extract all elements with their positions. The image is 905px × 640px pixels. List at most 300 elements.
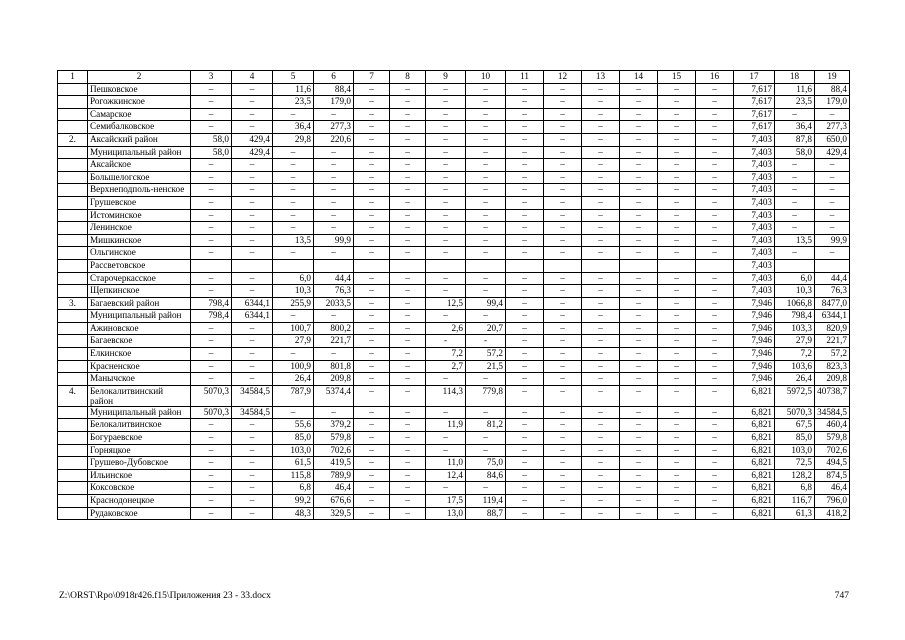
value-cell: 7,946	[734, 297, 775, 310]
value-cell: 46,4	[815, 482, 850, 495]
value-cell: 13,5	[775, 234, 815, 247]
row-number-cell	[58, 83, 88, 96]
row-number-cell	[58, 507, 88, 520]
table-row	[58, 196, 850, 209]
value-cell: –	[390, 234, 426, 247]
value-cell: –	[775, 159, 815, 172]
value-cell: 44,4	[815, 272, 850, 285]
value-cell: –	[354, 432, 390, 445]
value-cell: –	[466, 432, 506, 445]
value-cell: 99,2	[273, 495, 314, 508]
value-cell: –	[390, 297, 426, 310]
value-cell: –	[232, 272, 273, 285]
value-cell: 75,0	[466, 457, 506, 470]
row-number-cell	[58, 310, 88, 323]
value-cell: –	[582, 419, 620, 432]
value-cell: 11,6	[775, 83, 815, 96]
value-cell: –	[354, 469, 390, 482]
value-cell: –	[658, 469, 696, 482]
value-cell: –	[544, 373, 582, 386]
value-cell: –	[191, 83, 232, 96]
value-cell: 787,9	[273, 385, 314, 406]
value-cell: 58,0	[191, 146, 232, 159]
value-cell: –	[466, 121, 506, 134]
value-cell: –	[390, 457, 426, 470]
territory-name-cell: Коксовское	[88, 482, 191, 495]
header-cell: 2	[88, 71, 191, 84]
value-cell: –	[426, 406, 466, 419]
table-row	[58, 444, 850, 457]
row-number-cell	[58, 373, 88, 386]
value-cell: 7,403	[734, 285, 775, 298]
value-cell: 494,5	[815, 457, 850, 470]
value-cell: 820,9	[815, 322, 850, 335]
value-cell: –	[506, 146, 544, 159]
value-cell: –	[314, 310, 354, 323]
table-row	[58, 469, 850, 482]
row-number-cell	[58, 146, 88, 159]
value-cell: –	[620, 272, 658, 285]
value-cell: –	[390, 385, 426, 406]
value-cell: –	[354, 222, 390, 235]
value-cell: –	[232, 209, 273, 222]
table-row	[58, 121, 850, 134]
value-cell: –	[582, 322, 620, 335]
value-cell: –	[544, 457, 582, 470]
value-cell: –	[426, 96, 466, 109]
value-cell	[273, 259, 314, 272]
value-cell: –	[775, 209, 815, 222]
table-row	[58, 222, 850, 235]
value-cell: 67,5	[775, 419, 815, 432]
territory-name-cell: Белокалитвинское	[88, 419, 191, 432]
value-cell: –	[466, 222, 506, 235]
value-cell: –	[506, 335, 544, 348]
value-cell: –	[232, 121, 273, 134]
value-cell: –	[658, 360, 696, 373]
value-cell: 7,617	[734, 121, 775, 134]
value-cell: 7,946	[734, 310, 775, 323]
value-cell: 40738,7	[815, 385, 850, 406]
value-cell: –	[390, 482, 426, 495]
value-cell: –	[506, 348, 544, 361]
value-cell: 99,9	[314, 234, 354, 247]
value-cell: 7,403	[734, 196, 775, 209]
value-cell: –	[390, 209, 426, 222]
table-row	[58, 322, 850, 335]
value-cell: –	[426, 444, 466, 457]
value-cell: –	[696, 171, 734, 184]
value-cell: –	[232, 83, 273, 96]
value-cell: –	[314, 209, 354, 222]
value-cell: 800,2	[314, 322, 354, 335]
table-row	[58, 297, 850, 310]
value-cell: 579,8	[314, 432, 354, 445]
value-cell: –	[544, 322, 582, 335]
value-cell: –	[506, 419, 544, 432]
territory-name-cell: Рудаковское	[88, 507, 191, 520]
value-cell: –	[191, 196, 232, 209]
value-cell: –	[506, 234, 544, 247]
row-number-cell	[58, 121, 88, 134]
value-cell: 85,0	[775, 432, 815, 445]
row-number-cell	[58, 184, 88, 197]
value-cell: –	[582, 146, 620, 159]
value-cell: –	[582, 310, 620, 323]
value-cell: 27,9	[273, 335, 314, 348]
value-cell: –	[390, 373, 426, 386]
row-number-cell	[58, 495, 88, 508]
value-cell: 58,0	[775, 146, 815, 159]
row-number-cell	[58, 222, 88, 235]
value-cell	[582, 259, 620, 272]
value-cell: –	[815, 222, 850, 235]
value-cell: –	[582, 373, 620, 386]
value-cell: –	[354, 285, 390, 298]
value-cell: 100,7	[273, 322, 314, 335]
value-cell: –	[232, 108, 273, 121]
value-cell: –	[314, 184, 354, 197]
value-cell: –	[390, 360, 426, 373]
value-cell: –	[544, 348, 582, 361]
territory-name-cell: Багаевское	[88, 335, 191, 348]
value-cell: –	[466, 373, 506, 386]
value-cell: –	[191, 335, 232, 348]
value-cell: 11,0	[426, 457, 466, 470]
value-cell: –	[582, 507, 620, 520]
table-row	[58, 171, 850, 184]
header-cell: 17	[734, 71, 775, 84]
value-cell: 48,3	[273, 507, 314, 520]
value-cell: –	[544, 96, 582, 109]
value-cell: 114,3	[426, 385, 466, 406]
value-cell: –	[620, 83, 658, 96]
value-cell: –	[620, 482, 658, 495]
value-cell: 34584,5	[232, 406, 273, 419]
value-cell: –	[466, 272, 506, 285]
value-cell: –	[582, 444, 620, 457]
value-cell: –	[658, 310, 696, 323]
value-cell: 119,4	[466, 495, 506, 508]
value-cell: –	[390, 310, 426, 323]
territory-name-cell: Аксайский район	[88, 133, 191, 146]
territory-name-cell: Аксайское	[88, 159, 191, 172]
value-cell: –	[390, 247, 426, 260]
value-cell: 179,0	[815, 96, 850, 109]
value-cell: –	[815, 171, 850, 184]
value-cell: 57,2	[815, 348, 850, 361]
value-cell: –	[354, 133, 390, 146]
table-row	[58, 108, 850, 121]
value-cell: –	[426, 171, 466, 184]
value-cell: –	[426, 133, 466, 146]
value-cell: 7,946	[734, 348, 775, 361]
header-cell: 16	[696, 71, 734, 84]
value-cell: –	[354, 360, 390, 373]
value-cell	[314, 259, 354, 272]
value-cell: –	[620, 247, 658, 260]
value-cell: 13,5	[273, 234, 314, 247]
territory-name-cell: Семибалковское	[88, 121, 191, 134]
value-cell: –	[466, 146, 506, 159]
value-cell: 103,0	[273, 444, 314, 457]
value-cell: 5972,5	[775, 385, 815, 406]
value-cell: 6,821	[734, 469, 775, 482]
value-cell: –	[426, 196, 466, 209]
value-cell: –	[582, 159, 620, 172]
value-cell: –	[466, 184, 506, 197]
table-row	[58, 310, 850, 323]
value-cell: 6,821	[734, 406, 775, 419]
value-cell: –	[426, 432, 466, 445]
value-cell: –	[390, 121, 426, 134]
value-cell: 2033,5	[314, 297, 354, 310]
value-cell: –	[354, 121, 390, 134]
value-cell: –	[506, 247, 544, 260]
value-cell: –	[273, 247, 314, 260]
value-cell: –	[696, 495, 734, 508]
value-cell: –	[506, 322, 544, 335]
value-cell: –	[658, 209, 696, 222]
value-cell: –	[544, 184, 582, 197]
value-cell: –	[426, 310, 466, 323]
value-cell: –	[620, 469, 658, 482]
value-cell: –	[658, 108, 696, 121]
value-cell: –	[544, 108, 582, 121]
value-cell: –	[354, 507, 390, 520]
value-cell: –	[620, 133, 658, 146]
value-cell: 379,2	[314, 419, 354, 432]
value-cell: –	[696, 184, 734, 197]
territory-name-cell: Пешковское	[88, 83, 191, 96]
value-cell: 796,0	[815, 495, 850, 508]
value-cell: 6,821	[734, 495, 775, 508]
value-cell: 7,403	[734, 133, 775, 146]
value-cell: –	[506, 482, 544, 495]
value-cell: –	[466, 444, 506, 457]
value-cell: –	[620, 360, 658, 373]
value-cell: –	[466, 406, 506, 419]
value-cell: –	[191, 373, 232, 386]
value-cell: –	[696, 108, 734, 121]
value-cell: –	[582, 83, 620, 96]
header-cell: 19	[815, 71, 850, 84]
value-cell: –	[506, 196, 544, 209]
value-cell: –	[466, 247, 506, 260]
value-cell: 209,8	[815, 373, 850, 386]
territory-name-cell: Елкинское	[88, 348, 191, 361]
territory-name-cell: Грушево-Дубовское	[88, 457, 191, 470]
value-cell: 7,617	[734, 96, 775, 109]
value-cell: –	[815, 247, 850, 260]
value-cell: –	[582, 171, 620, 184]
row-number-cell	[58, 482, 88, 495]
value-cell: –	[232, 419, 273, 432]
value-cell: –	[658, 385, 696, 406]
value-cell: –	[314, 222, 354, 235]
value-cell: –	[314, 146, 354, 159]
value-cell: 460,4	[815, 419, 850, 432]
row-number-cell	[58, 272, 88, 285]
value-cell: –	[620, 171, 658, 184]
value-cell: –	[390, 83, 426, 96]
territory-name-cell: Горняцкое	[88, 444, 191, 457]
value-cell: –	[582, 385, 620, 406]
value-cell: –	[354, 457, 390, 470]
value-cell	[815, 259, 850, 272]
value-cell: –	[544, 360, 582, 373]
value-cell: –	[544, 444, 582, 457]
value-cell: –	[354, 234, 390, 247]
value-cell: –	[658, 348, 696, 361]
value-cell: –	[582, 495, 620, 508]
value-cell: –	[426, 121, 466, 134]
value-cell: –	[582, 297, 620, 310]
value-cell: 801,8	[314, 360, 354, 373]
value-cell: –	[544, 285, 582, 298]
value-cell: –	[582, 335, 620, 348]
value-cell: –	[191, 247, 232, 260]
value-cell: –	[191, 507, 232, 520]
value-cell: –	[620, 385, 658, 406]
value-cell: –	[696, 196, 734, 209]
value-cell: –	[390, 444, 426, 457]
value-cell: 88,7	[466, 507, 506, 520]
value-cell	[544, 259, 582, 272]
page-number: 747	[834, 591, 849, 601]
value-cell: –	[506, 432, 544, 445]
value-cell: –	[354, 444, 390, 457]
territory-name-cell: Ленинское	[88, 222, 191, 235]
value-cell: –	[582, 360, 620, 373]
value-cell: –	[582, 457, 620, 470]
value-cell: –	[775, 171, 815, 184]
value-cell: 34584,5	[232, 385, 273, 406]
value-cell: –	[191, 285, 232, 298]
value-cell: –	[658, 133, 696, 146]
value-cell: 676,6	[314, 495, 354, 508]
row-number-cell: 4.	[58, 385, 88, 406]
value-cell: –	[390, 469, 426, 482]
value-cell: –	[582, 272, 620, 285]
header-cell: 4	[232, 71, 273, 84]
value-cell: 88,4	[314, 83, 354, 96]
value-cell	[390, 259, 426, 272]
value-cell: –	[658, 171, 696, 184]
row-number-cell	[58, 419, 88, 432]
value-cell: –	[658, 222, 696, 235]
value-cell: –	[232, 335, 273, 348]
value-cell: 702,6	[314, 444, 354, 457]
value-cell: –	[390, 285, 426, 298]
value-cell: 61,3	[775, 507, 815, 520]
value-cell: –	[232, 222, 273, 235]
value-cell: –	[658, 234, 696, 247]
value-cell: 58,0	[191, 133, 232, 146]
value-cell: 5070,3	[191, 406, 232, 419]
value-cell: –	[466, 196, 506, 209]
value-cell: –	[658, 432, 696, 445]
value-cell: –	[354, 247, 390, 260]
table-row	[58, 348, 850, 361]
value-cell: –	[658, 159, 696, 172]
value-cell: –	[426, 108, 466, 121]
value-cell: –	[658, 272, 696, 285]
row-number-cell	[58, 108, 88, 121]
value-cell: –	[544, 406, 582, 419]
value-cell: –	[506, 83, 544, 96]
territory-name-cell: Щепкинское	[88, 285, 191, 298]
territory-name-cell: Манычское	[88, 373, 191, 386]
value-cell: –	[426, 146, 466, 159]
value-cell: –	[544, 159, 582, 172]
territory-name-cell: Большелогское	[88, 171, 191, 184]
value-cell: 27,9	[775, 335, 815, 348]
value-cell: 26,4	[775, 373, 815, 386]
value-cell: –	[466, 209, 506, 222]
value-cell: –	[658, 322, 696, 335]
value-cell: –	[620, 96, 658, 109]
value-cell: –	[191, 360, 232, 373]
row-number-cell	[58, 469, 88, 482]
value-cell: 103,0	[775, 444, 815, 457]
value-cell: 6,0	[273, 272, 314, 285]
value-cell: –	[466, 159, 506, 172]
value-cell: 6344,1	[815, 310, 850, 323]
value-cell: 13,0	[426, 507, 466, 520]
value-cell: 702,6	[815, 444, 850, 457]
value-cell: –	[696, 133, 734, 146]
value-cell: –	[658, 482, 696, 495]
value-cell: –	[354, 419, 390, 432]
row-number-cell	[58, 285, 88, 298]
value-cell: –	[232, 432, 273, 445]
value-cell: –	[191, 159, 232, 172]
value-cell: 26,4	[273, 373, 314, 386]
value-cell: 221,7	[815, 335, 850, 348]
value-cell: –	[658, 196, 696, 209]
value-cell: –	[696, 482, 734, 495]
value-cell: –	[506, 159, 544, 172]
value-cell: –	[658, 419, 696, 432]
value-cell: –	[232, 495, 273, 508]
value-cell: –	[390, 108, 426, 121]
value-cell: 12,4	[426, 469, 466, 482]
row-number-cell	[58, 159, 88, 172]
value-cell	[232, 259, 273, 272]
value-cell: –	[506, 457, 544, 470]
value-cell: –	[658, 121, 696, 134]
table-row	[58, 482, 850, 495]
value-cell: 44,4	[314, 272, 354, 285]
value-cell: –	[658, 457, 696, 470]
value-cell: –	[506, 121, 544, 134]
value-cell: –	[426, 482, 466, 495]
value-cell: –	[620, 348, 658, 361]
value-cell: –	[232, 184, 273, 197]
value-cell: –	[658, 297, 696, 310]
value-cell: 418,2	[815, 507, 850, 520]
territory-name-cell: Багаевский район	[88, 297, 191, 310]
value-cell: –	[775, 184, 815, 197]
header-cell: 10	[466, 71, 506, 84]
value-cell: –	[232, 96, 273, 109]
value-cell: –	[191, 419, 232, 432]
value-cell: 72,5	[775, 457, 815, 470]
value-cell: –	[620, 310, 658, 323]
value-cell: –	[815, 184, 850, 197]
value-cell: 579,8	[815, 432, 850, 445]
